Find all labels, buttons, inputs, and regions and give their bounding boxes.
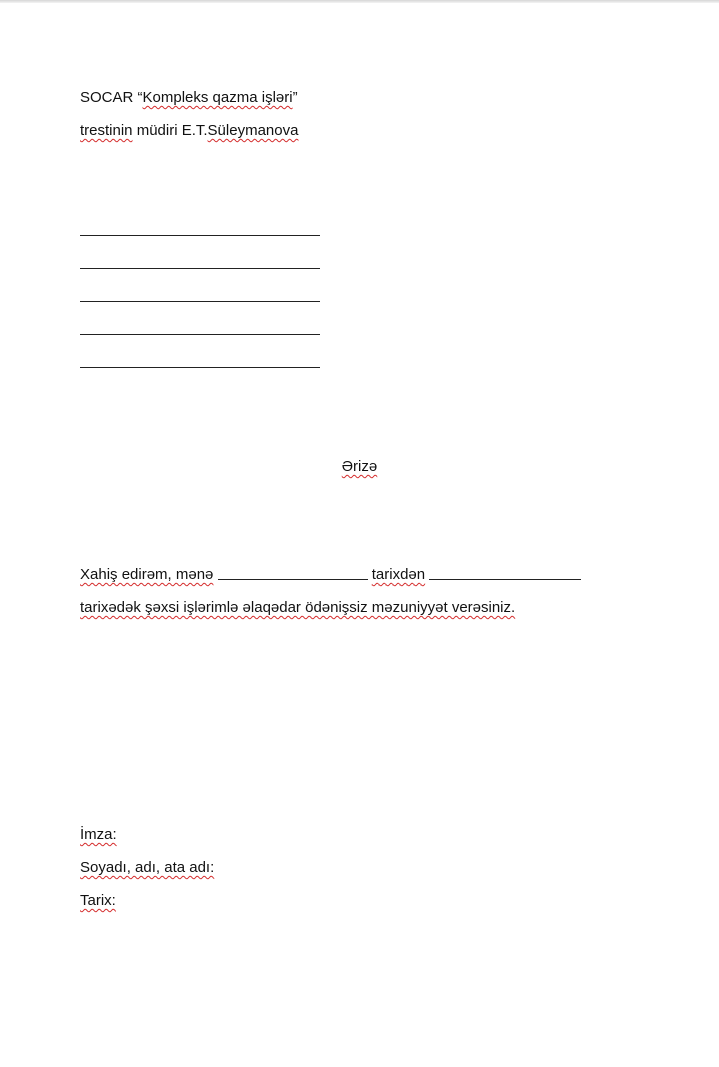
document-title: Ərizə — [341, 458, 378, 475]
date-field — [80, 892, 116, 910]
body-line-2 — [80, 599, 515, 617]
sender-blank-line[interactable] — [80, 334, 320, 335]
sender-blank-line[interactable] — [80, 268, 320, 269]
end-date-blank[interactable] — [429, 579, 581, 580]
body-text-part1: Xahiş edirəm, mənə — [80, 566, 214, 583]
sender-blank-line[interactable] — [80, 235, 320, 236]
addressee-line-1 — [80, 89, 298, 107]
signature-field — [80, 826, 117, 844]
addressee-line-2 — [80, 122, 298, 140]
addressee-prefix: SOCAR “ — [80, 89, 143, 106]
addressee-role: müdiri E.T. — [132, 122, 208, 139]
body-text-part2: tarixdən — [371, 566, 426, 583]
sender-blank-line[interactable] — [80, 301, 320, 302]
addressee-trust: trestinin — [80, 122, 133, 139]
addressee-organization: Kompleks qazma işləri — [142, 89, 293, 106]
date-label: Tarix: — [80, 892, 116, 909]
start-date-blank[interactable] — [218, 579, 368, 580]
document-page — [0, 3, 719, 1067]
full-name-label: Soyadı, adı, ata adı: — [80, 859, 215, 876]
signature-label: İmza: — [80, 826, 117, 843]
addressee-suffix: ” — [292, 89, 298, 106]
body-text-line2: tarixədək şəxsi işlərimlə əlaqədar ödənişsiz məzuniyyət verəsiniz. — [80, 599, 516, 616]
full-name-field — [80, 859, 214, 877]
sender-blank-line[interactable] — [80, 367, 320, 368]
document-title-row — [0, 458, 719, 476]
body-line-1 — [80, 566, 581, 584]
addressee-name: Süleymanova — [207, 122, 299, 139]
